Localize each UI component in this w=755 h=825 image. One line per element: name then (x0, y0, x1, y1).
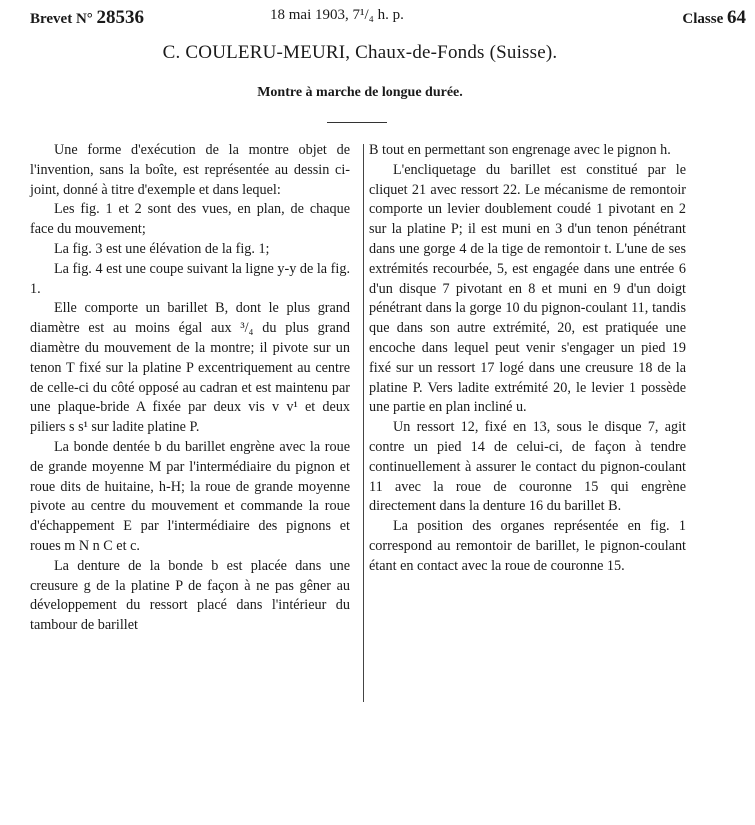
paragraph: L'encliquetage du barillet est constitué par le cliquet 21 avec ressort 22. Le mécanisme de remontoir comporte un levier doublement coudé 1 pivotant en 2 sur la platine P; il est muni en 3 d'un tenon pénétrant dans une gorge 4 de la tige de remontoir t. L'une de ses extrémités recourbée, 5, est engagée dans une entrée 6 d'un disque 7 pivotant en 8 et muni en 9 d'un doigt pénétrant dans la gorge 10 du pignon-coulant 11, tandis que dans son autre extrémité, 20, est pratiquée une encoche dans lequel peut venir s'engager un pied 19 fixé sur un ressort 17 logé dans une creusure 18 de la platine P. Vers ladite extrémité 20, le levier 1 possède une partie en plan incliné u. (369, 161, 686, 416)
patent-number (30, 7, 144, 29)
title-rule (327, 122, 387, 123)
paragraph: La denture de la bonde b est placée dans une creusure g de la platine P de façon à ne pas gêner au développement du ressort placé dans l'intérieur du tambour de barillet (30, 557, 350, 634)
classe-number: 64 (727, 7, 746, 28)
inventor-line: C. COULERU-MEURI, Chaux-de-Fonds (Suisse). (162, 42, 558, 63)
paragraph: La fig. 4 est une coupe suivant la ligne y-y de la fig. 1. (30, 260, 350, 297)
patent-class (682, 7, 746, 29)
paragraph: Les fig. 1 et 2 sont des vues, en plan, de chaque face du mouvement; (30, 201, 350, 238)
paragraph: La bonde dentée b du barillet engrène avec la roue de grande moyenne M par l'intermédiaire du pignon et roue dits de huitaine, h-H; la roue de grande moyenne pivote au centre du mouvement et commande la roue d'échappement E par l'intermédiaire des pignons et roues m N n C et c. (30, 438, 350, 554)
brevet-number: 28536 (96, 7, 145, 28)
filing-date: 18 mai 1903, 7¹/₄ h. p. (270, 7, 404, 23)
classe-label: Classe (682, 11, 724, 27)
patent-title: Montre à marche de longue durée. (257, 85, 463, 100)
paragraph: La fig. 3 est une élévation de la fig. 1; (54, 240, 270, 257)
paragraph: La position des organes représentée en fig. 1 correspond au remontoir de barillet, le pignon-coulant étant en contact avec la roue de couronne 15. (369, 518, 686, 574)
paragraph: B tout en permettant son engrenage avec le pignon h. (369, 142, 671, 158)
paragraph: Elle comporte un barillet B, dont le plus grand diamètre est au moins égal aux ³/₄ du plus grand diamètre du mouvement de la montre; il pivote sur un tenon T fixé sur la platine P excentriquement au centre de celle-ci du côté opposé au cadran et est maintenu par une plaque-bride A fixée par deux vis v v¹ et deux piliers s s¹ sur ladite platine P. (30, 300, 350, 436)
column-divider (363, 144, 364, 702)
paragraph: Une forme d'exécution de la montre objet de l'invention, sans la boîte, est représentée au dessin ci-joint, donné à titre d'exemple et dans lequel: (30, 142, 350, 198)
right-column (369, 141, 686, 577)
paragraph: Un ressort 12, fixé en 13, sous le disque 7, agit contre un pied 14 de celui-ci, de façon à tendre continuellement à assurer le contact du pignon-coulant 11 avec la roue de couronne 15 qui engrène directement dans la denture 16 du barillet B. (369, 419, 686, 515)
patent-header (30, 4, 746, 28)
brevet-label: Brevet N° (30, 11, 93, 27)
left-column (30, 141, 350, 636)
